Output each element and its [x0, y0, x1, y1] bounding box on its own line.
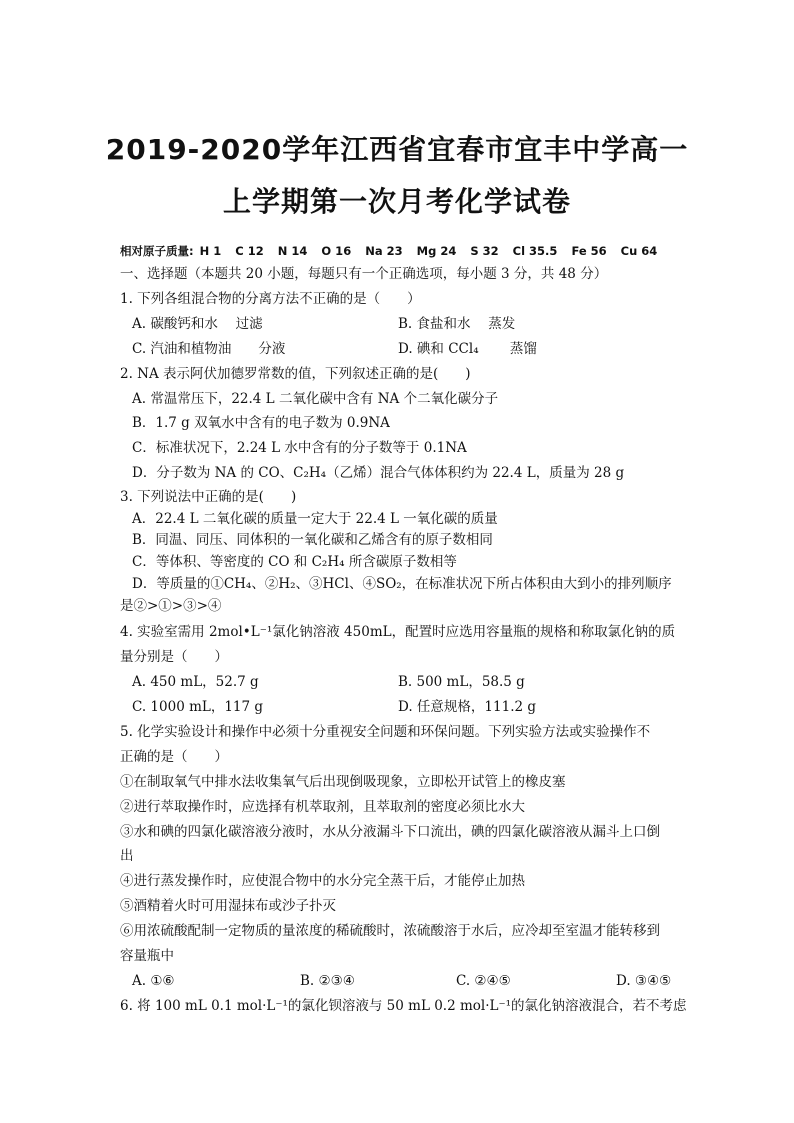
question-5-statement-6: ⑥用浓硫酸配制一定物质的量浓度的稀硫酸时，浓硫酸溶于水后，应冷却至室温才能转移到 [120, 923, 660, 939]
question-3-option-c: C．等体积、等密度的 CO 和 C₂H₄ 所含碳原子数相等 [132, 554, 457, 570]
question-2-option-a: A. 常温常压下，22.4 L 二氧化碳中含有 NA 个二氧化碳分子 [132, 391, 499, 407]
question-5-statement-4: ④进行蒸发操作时，应使混合物中的水分完全蒸干后，才能停止加热 [120, 873, 525, 889]
question-5-statement-5: ⑤酒精着火时可用湿抹布或沙子扑灭 [120, 898, 336, 914]
atomic-mass-item: Cl 35.5 [512, 244, 558, 258]
question-5-option-d: D. ③④⑤ [616, 973, 672, 989]
atomic-mass-item: Cu 64 [620, 244, 658, 258]
atomic-mass-item: S 32 [470, 244, 499, 258]
question-1-option-b: B. 食盐和水 蒸发 [398, 316, 516, 332]
atomic-mass-item: Fe 56 [571, 244, 607, 258]
question-3-option-b: B．同温、同压、同体积的一氧化碳和乙烯含有的原子数相同 [132, 532, 493, 548]
question-5-statement-3-cont: 出 [120, 848, 134, 864]
question-5-option-a: A. ①⑥ [132, 973, 175, 989]
question-4-option-d: D. 任意规格，111.2 g [398, 699, 537, 715]
question-2-option-b: B．1.7 g 双氧水中含有的电子数为 0.9NA [132, 415, 390, 431]
exam-title-line1: 2019-2020学年江西省宜春市宜丰中学高一 [105, 133, 689, 166]
question-4-option-c: C. 1000 mL，117 g [132, 699, 264, 715]
atomic-mass-item: N 14 [277, 244, 308, 258]
atomic-mass-item: Na 23 [365, 244, 403, 258]
question-1-option-c: C. 汽油和植物油 分液 [132, 341, 286, 357]
question-1-option-a: A. 碳酸钙和水 过滤 [132, 316, 263, 332]
question-1-option-d: D. 碘和 CCl₄ 蒸馏 [398, 341, 537, 357]
question-2-stem: 2. NA 表示阿伏加德罗常数的值，下列叙述正确的是( ) [120, 366, 471, 382]
atomic-mass-item: Mg 24 [416, 244, 457, 258]
question-3-option-a: A．22.4 L 二氧化碳的质量一定大于 22.4 L 一氧化碳的质量 [132, 511, 498, 527]
question-5-statement-2: ②进行萃取操作时，应选择有机萃取剂，且萃取剂的密度必须比水大 [120, 799, 525, 815]
atomic-mass-item: H 1 [199, 244, 222, 258]
question-3-option-d: D．等质量的①CH₄、②H₂、③HCl、④SO₂，在标准状况下所占体积由大到小的排列顺序 [132, 576, 672, 592]
question-3-option-d-cont: 是②>①>③>④ [120, 598, 222, 614]
question-4-option-b: B. 500 mL，58.5 g [398, 674, 525, 690]
question-4-stem-cont: 量分别是（ ） [120, 649, 228, 665]
question-1-stem: 1. 下列各组混合物的分离方法不正确的是（ ） [120, 291, 421, 307]
question-2-option-d: D．分子数为 NA 的 CO、C₂H₄（乙烯）混合气体体积约为 22.4 L，质量为 28 g [132, 465, 625, 481]
question-5-statement-3: ③水和碘的四氯化碳溶液分液时，水从分液漏斗下口流出，碘的四氯化碳溶液从漏斗上口倒 [120, 824, 660, 840]
question-4-stem: 4. 实验室需用 2mol•L⁻¹氯化钠溶液 450mL，配置时应选用容量瓶的规格和称取氯化钠的质 [120, 624, 676, 640]
question-5-statement-6-cont: 容量瓶中 [120, 948, 174, 964]
atomic-mass-item: C 12 [235, 244, 264, 258]
atomic-mass-item: O 16 [321, 244, 352, 258]
question-5-stem: 5. 化学实验设计和操作中必须十分重视安全问题和环保问题。下列实验方法或实验操作不 [120, 724, 651, 740]
exam-title-line2: 上学期第一次月考化学试卷 [222, 185, 571, 218]
question-5-option-c: C. ②④⑤ [456, 973, 511, 989]
question-3-stem: 3. 下列说法中正确的是( ) [120, 489, 297, 505]
section-heading: 一、选择题（本题共 20 小题，每题只有一个正确选项，每小题 3 分，共 48 分） [120, 266, 608, 282]
question-5-stem-cont: 正确的是（ ） [120, 749, 228, 765]
question-2-option-c: C．标准状况下，2.24 L 水中含有的分子数等于 0.1NA [132, 440, 467, 456]
atomic-masses [120, 241, 667, 261]
question-5-option-b: B. ②③④ [300, 973, 355, 989]
question-5-statement-1: ①在制取氧气中排水法收集氧气后出现倒吸现象，立即松开试管上的橡皮塞 [120, 774, 566, 790]
question-4-option-a: A. 450 mL，52.7 g [132, 674, 259, 690]
question-6-stem: 6. 将 100 mL 0.1 mol·L⁻¹的氯化钡溶液与 50 mL 0.2 mol·L⁻¹的氯化钠溶液混合，若不考虑 [120, 998, 687, 1014]
atomic-masses-label: 相对原子质量: [120, 244, 194, 258]
